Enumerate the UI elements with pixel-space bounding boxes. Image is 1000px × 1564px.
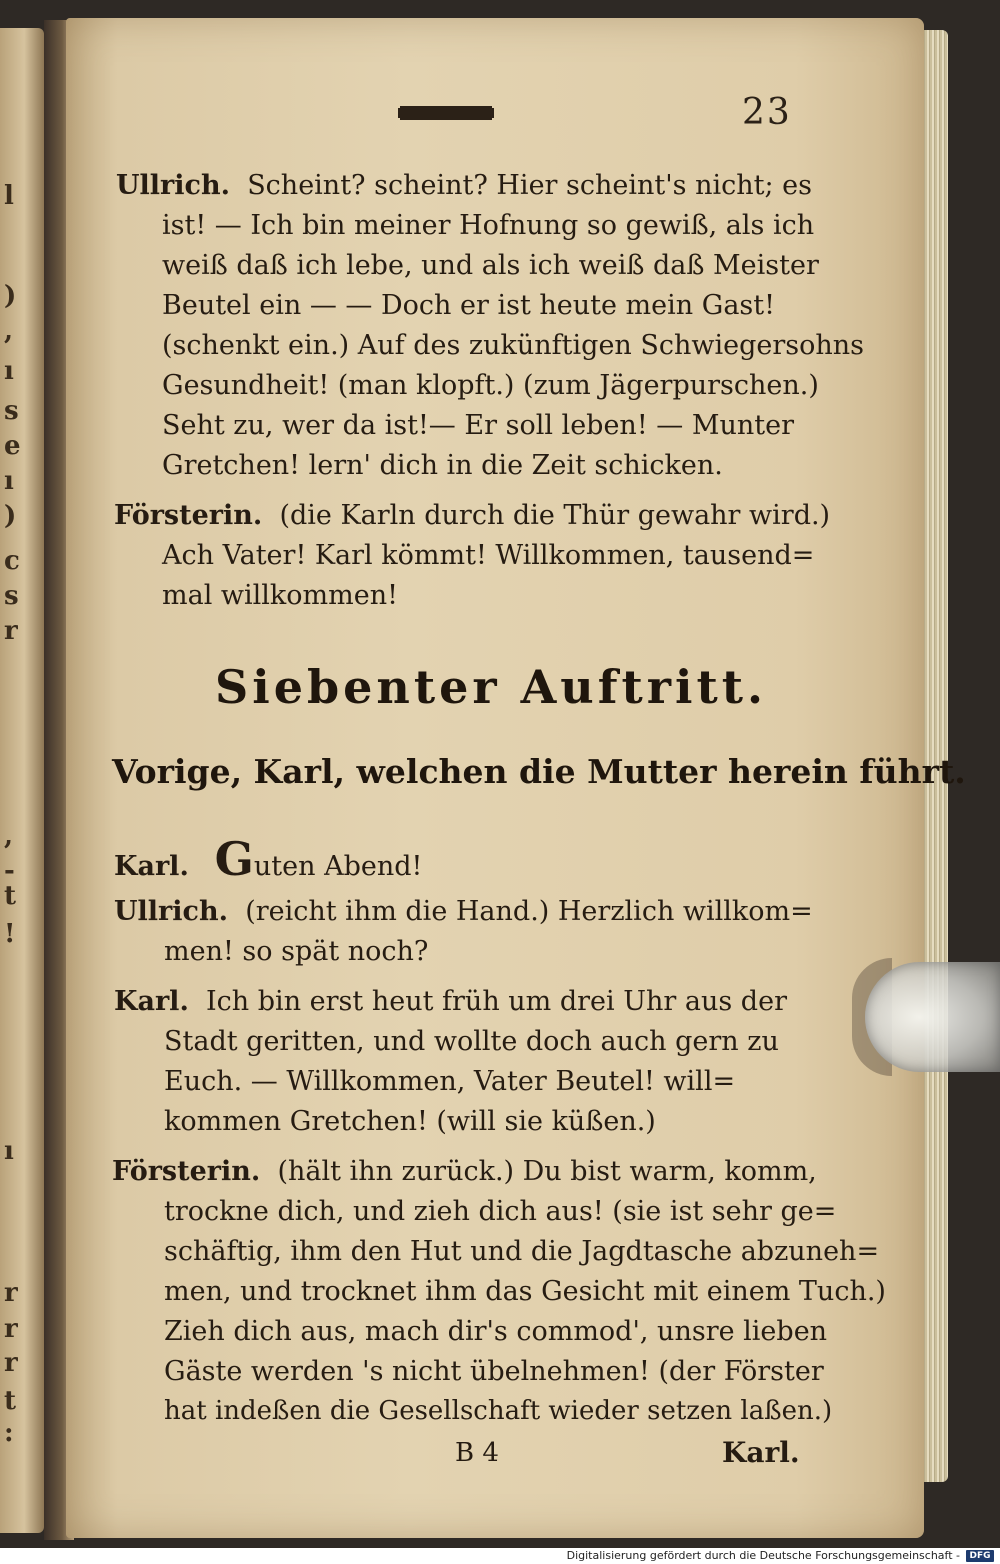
line-text: Gäste werden 's nicht übelnehmen! (der Förster xyxy=(164,1356,824,1387)
line-text: Euch. — Willkommen, Vater Beutel! will= xyxy=(164,1066,736,1097)
text-line xyxy=(116,172,812,199)
left-margin-glyph: s xyxy=(4,396,19,426)
line-text: (hält ihn zurück.) Du bist warm, komm, xyxy=(277,1156,817,1187)
left-margin-glyph: , xyxy=(4,821,14,851)
text-line xyxy=(162,252,819,279)
scene-heading: Siebenter Auftritt. xyxy=(215,660,767,714)
left-margin-glyph: ı xyxy=(4,1136,14,1166)
text-line xyxy=(164,1238,879,1265)
line-text: schäftig, ihm den Hut und die Jagdtasche abzuneh= xyxy=(164,1236,880,1267)
speaker-name: Försterin. xyxy=(112,1156,261,1187)
text-line xyxy=(164,938,428,965)
text-line xyxy=(164,1358,824,1385)
left-margin-glyph: r xyxy=(4,1278,18,1308)
line-text: Beutel ein — — Doch er ist heute mein Gast! xyxy=(162,290,775,321)
line-text: Ich bin erst heut früh um drei Uhr aus der xyxy=(206,986,787,1017)
line-text: Scheint? scheint? Hier scheint's nicht; es xyxy=(247,170,813,201)
text-line xyxy=(162,332,864,359)
line-text: Stadt geritten, und wollte doch auch gern zu xyxy=(164,1026,779,1057)
line-text: men! so spät noch? xyxy=(164,936,429,967)
line-text: Zieh dich aus, mach dir's commod', unsre lieben xyxy=(164,1316,828,1347)
footer-credit: Digitalisierung gefördert durch die Deutsche Forschungsgemeinschaft - xyxy=(566,1549,960,1562)
line-text: Ach Vater! Karl kömmt! Willkommen, tausend= xyxy=(162,540,815,571)
left-margin-glyph: s xyxy=(4,581,19,611)
line-text: kommen Gretchen! (will sie küßen.) xyxy=(164,1106,656,1137)
speaker-name: Karl. xyxy=(114,851,189,882)
line-text: men, und trocknet ihm das Gesicht mit einem Tuch.) xyxy=(164,1276,886,1307)
footer-bar xyxy=(0,1548,1000,1564)
speaker-name: Försterin. xyxy=(114,500,263,531)
left-margin-glyph: ı xyxy=(4,466,14,496)
text-line xyxy=(162,582,398,609)
drop-initial: G xyxy=(214,832,254,886)
text-line xyxy=(162,452,723,479)
line-text: (reicht ihm die Hand.) Herzlich willkom= xyxy=(245,896,813,927)
text-line xyxy=(112,1158,817,1185)
dfg-logo-icon: DFG xyxy=(966,1550,994,1562)
left-margin-glyph: t xyxy=(4,881,17,911)
glass-clamp xyxy=(865,962,1000,1072)
text-line xyxy=(162,372,819,399)
text-line xyxy=(162,212,814,239)
header-rule xyxy=(398,108,494,118)
catchword: Karl. xyxy=(722,1436,800,1469)
line-text: Gesundheit! (man klopft.) (zum Jägerpurschen.) xyxy=(162,370,819,401)
left-margin-glyph: r xyxy=(4,616,18,646)
text-line xyxy=(114,898,813,925)
speaker-name: Ullrich. xyxy=(114,896,229,927)
line-text: hat indeßen die Gesellschaft wieder setzen laßen.) xyxy=(164,1396,833,1426)
stage-direction: Vorige, Karl, welchen die Mutter herein führt. xyxy=(112,752,966,791)
speaker-name: Ullrich. xyxy=(116,170,231,201)
left-margin-glyph: e xyxy=(4,431,21,461)
line-text: Seht zu, wer da ist!— Er soll leben! — Munter xyxy=(162,410,794,441)
left-margin-glyph: ı xyxy=(4,356,14,386)
left-margin-glyph: r xyxy=(4,1314,18,1344)
text-line xyxy=(164,1278,886,1305)
text-line xyxy=(164,1318,827,1345)
text-line xyxy=(162,542,814,569)
left-facing-page xyxy=(0,28,44,1533)
left-margin-glyph: ) xyxy=(4,281,17,311)
left-margin-glyph: c xyxy=(4,546,20,576)
left-margin-glyph: ) xyxy=(4,501,17,531)
line-text: (schenkt ein.) Auf des zukünftigen Schwiegersohns xyxy=(162,330,865,361)
text-line xyxy=(114,988,787,1015)
text-line xyxy=(164,1398,832,1424)
text-line xyxy=(164,1028,779,1055)
left-margin-glyph: r xyxy=(4,1348,18,1378)
text-line xyxy=(162,412,794,439)
line-text: uten Abend! xyxy=(253,851,423,882)
left-margin-glyph: ! xyxy=(4,919,16,949)
text-line xyxy=(162,292,775,319)
speaker-name: Karl. xyxy=(114,986,189,1017)
signature-mark: B 4 xyxy=(455,1438,499,1468)
line-text: ist! — Ich bin meiner Hofnung so gewiß, als ich xyxy=(162,210,815,241)
line-text: trockne dich, und zieh dich aus! (sie ist sehr ge= xyxy=(164,1196,837,1227)
text-line xyxy=(164,1068,735,1095)
left-margin-glyph: l xyxy=(4,181,14,211)
text-line xyxy=(114,502,830,529)
line-text: weiß daß ich lebe, und als ich weiß daß Meister xyxy=(162,250,819,281)
left-margin-glyph: , xyxy=(4,316,14,346)
page-number: 23 xyxy=(742,92,792,133)
left-margin-glyph: : xyxy=(4,1418,14,1448)
line-text: mal willkommen! xyxy=(162,580,398,611)
text-line xyxy=(164,1108,656,1135)
line-text: Gretchen! lern' dich in die Zeit schicken. xyxy=(162,450,723,481)
text-line xyxy=(114,832,423,886)
left-margin-glyph: - xyxy=(4,856,15,886)
text-line xyxy=(164,1198,836,1225)
line-text: (die Karln durch die Thür gewahr wird.) xyxy=(279,500,831,531)
left-margin-glyph: t xyxy=(4,1386,17,1416)
